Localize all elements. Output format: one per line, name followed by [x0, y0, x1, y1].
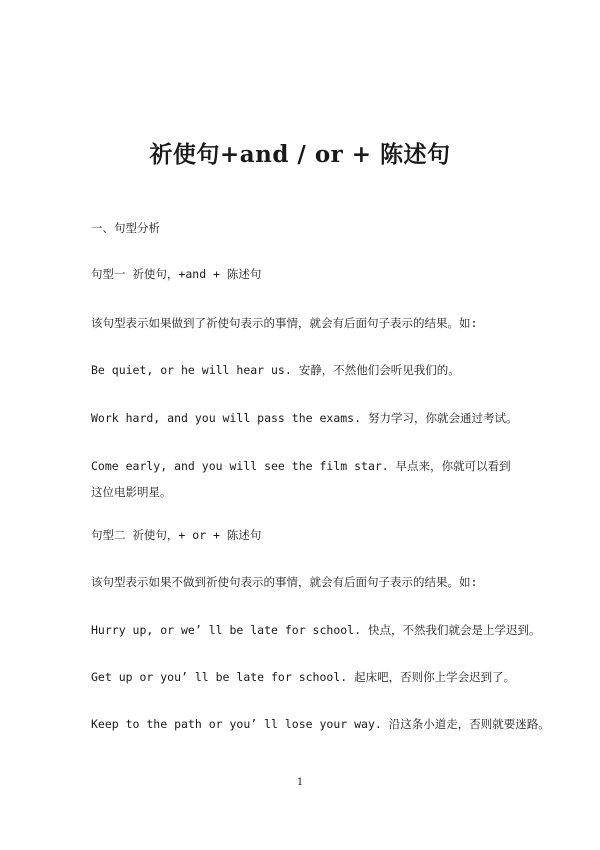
- pattern1-description: 该句型表示如果做到了祈使句表示的事情，就会有后面句子表示的结果。如:: [91, 316, 478, 330]
- example-sentence: Be quiet, or he will hear us. 安静，不然他们会听见我们的。: [91, 363, 460, 377]
- example-sentence: Hurry up, or we’ ll be late for school. 快点，不然我们就会是上学迟到。: [91, 623, 541, 637]
- pattern2-heading: 句型二 祈使句，+ or + 陈述句: [91, 528, 262, 542]
- example-sentence: Work hard, and you will pass the exams. 努力学习，你就会通过考试。: [91, 411, 518, 425]
- pattern2-description: 该句型表示如果不做到祈使句表示的事情，就会有后面句子表示的结果。如:: [91, 575, 478, 589]
- pattern1-heading: 句型一 祈使句，+and + 陈述句: [91, 267, 262, 281]
- page-title: 祈使句+and / or + 陈述句: [149, 141, 451, 168]
- section-heading: 一、句型分析: [91, 221, 160, 235]
- example-sentence: Come early, and you will see the film star. 早点来，你就可以看到这位电影明星。: [91, 459, 511, 499]
- page-number: 1: [296, 777, 304, 788]
- example-sentence: Get up or you’ ll be late for school. 起床吧，否则你上学会迟到了。: [91, 670, 516, 684]
- example-sentence: Keep to the path or you’ ll lose your way. 沿这条小道走，否则就要迷路。: [91, 717, 550, 731]
